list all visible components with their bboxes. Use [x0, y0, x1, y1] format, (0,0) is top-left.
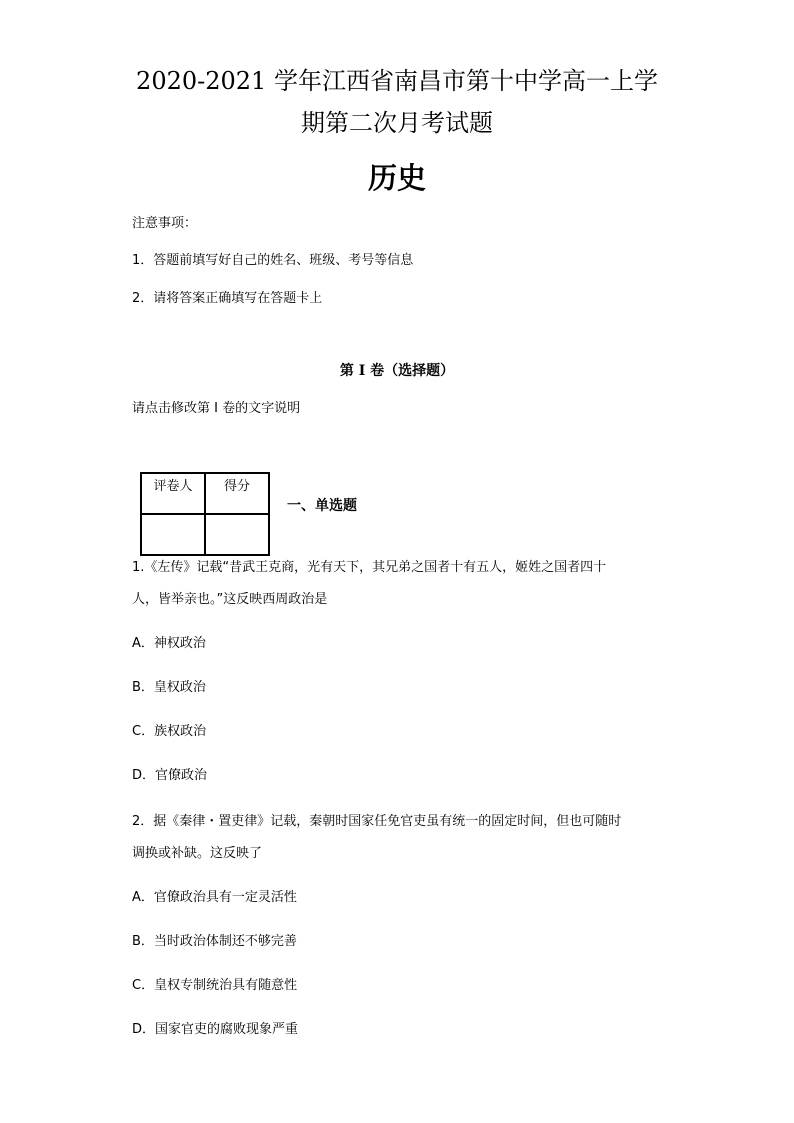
score-table-score-cell: [205, 514, 269, 555]
section-heading: 一、单选题: [287, 498, 357, 514]
score-table-grader-cell: [141, 514, 205, 555]
score-table-header-score: 得分: [205, 473, 269, 514]
score-table: [140, 472, 270, 556]
question-1-option-d: D．官僚政治: [132, 768, 208, 783]
score-table-header-grader: 评卷人: [141, 473, 205, 514]
document-title-line-2: 期第二次月考试题: [301, 109, 493, 137]
question-1-option-a: A．神权政治: [132, 636, 206, 651]
document-title-line-1: 2020-2021 学年江西省南昌市第十中学高一上学: [136, 67, 658, 95]
part-title: 第 I 卷（选择题）: [339, 363, 455, 379]
notice-heading: 注意事项：: [132, 216, 198, 231]
question-2-option-b: B．当时政治体制还不够完善: [132, 934, 297, 949]
question-1-option-b: B．皇权政治: [132, 680, 206, 695]
question-2-option-d: D．国家官吏的腐败现象严重: [132, 1022, 299, 1037]
question-2-stem-line-1: 2．据《秦律・置吏律》记载，秦朝时国家任免官吏虽有统一的固定时间，但也可随时: [132, 814, 622, 829]
notice-item-1: 1．答题前填写好自己的姓名、班级、考号等信息: [132, 253, 414, 268]
subject-title: 历史: [367, 161, 426, 195]
question-2-option-a: A．官僚政治具有一定灵活性: [132, 890, 297, 905]
question-2-option-c: C．皇权专制统治具有随意性: [132, 978, 298, 993]
question-1-stem-line-1: 1.《左传》记载“昔武王克商，光有天下，其兄弟之国者十有五人，姬姓之国者四十: [132, 560, 607, 575]
question-1-option-c: C．族权政治: [132, 724, 207, 739]
part-description: 请点击修改第 I 卷的文字说明: [132, 401, 301, 416]
notice-item-2: 2．请将答案正确填写在答题卡上: [132, 291, 323, 306]
question-1-stem-line-2: 人，皆举亲也。”这反映西周政治是: [132, 592, 328, 607]
question-2-stem-line-2: 调换或补缺。这反映了: [132, 846, 263, 861]
